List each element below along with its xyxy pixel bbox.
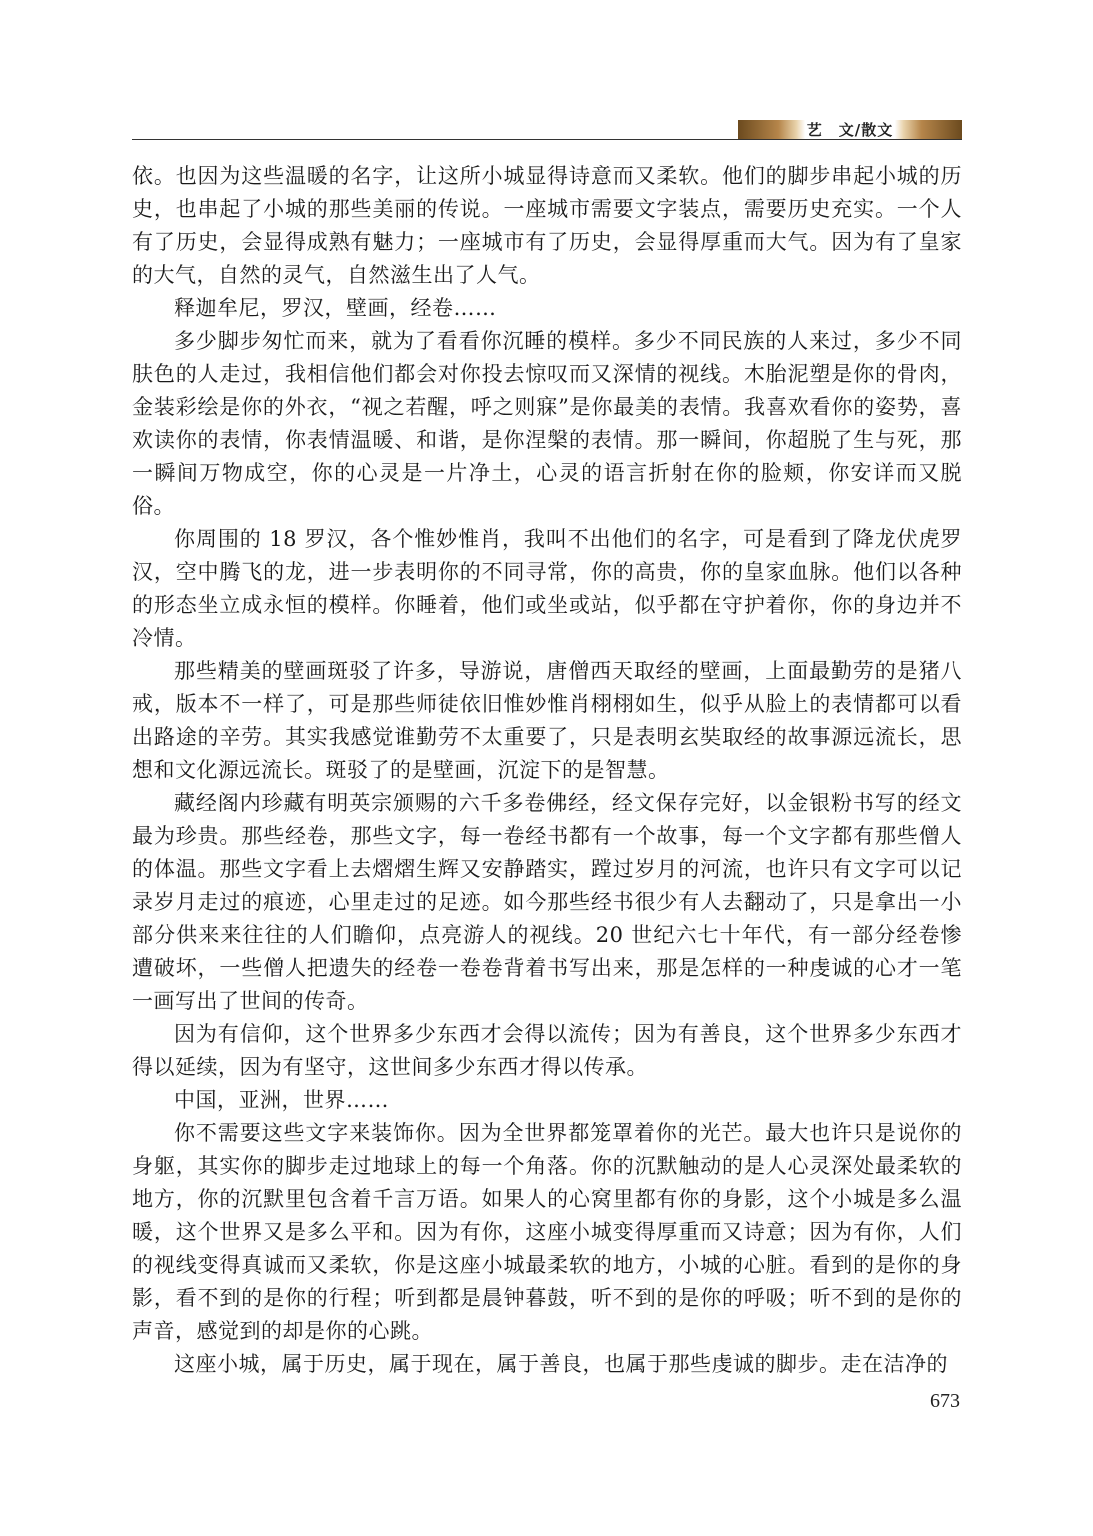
paragraph: 多少脚步匆忙而来，就为了看看你沉睡的模样。多少不同民族的人来过，多少不同肤色的人走过，我相信他们都会对你投去惊叹而又深情的视线。木胎泥塑是你的骨肉，金装彩绘是你的外衣，“视之若醒，呼之则寐”是你最美的表情。我喜欢看你的姿势，喜欢读你的表情，你表情温暖、和谐，是你涅槃的表情。那一瞬间，你超脱了生与死，那一瞬间万物成空，你的心灵是一片净土，心灵的语言折射在你的脸颊，你安详而又脱俗。 — [132, 329, 962, 518]
section-header: 艺 文/散文 — [806, 121, 894, 139]
paragraph: 依。也因为这些温暖的名字，让这所小城显得诗意而又柔软。他们的脚步串起小城的历史，也串起了小城的那些美丽的传说。一座城市需要文字装点，需要历史充实。一个人有了历史，会显得成熟有魅力；一座城市有了历史，会显得厚重而大气。因为有了皇家的大气，自然的灵气，自然滋生出了人气。 — [132, 164, 962, 287]
page-number: 673 — [930, 1390, 960, 1412]
paragraph: 你不需要这些文字来装饰你。因为全世界都笼罩着你的光芒。最大也许只是说你的身躯，其实你的脚步走过地球上的每一个角落。你的沉默触动的是人心灵深处最柔软的地方，你的沉默里包含着千言万语。如果人的心窝里都有你的身影，这个小城是多么温暖，这个世界又是多么平和。因为有你，这座小城变得厚重而又诗意；因为有你，人们的视线变得真诚而又柔软，你是这座小城最柔软的地方，小城的心脏。看到的是你的身影，看不到的是你的行程；听到都是晨钟暮鼓，听不到的是你的呼吸；听不到的是你的声音，感觉到的却是你的心跳。 — [132, 1121, 962, 1343]
paragraph: 因为有信仰，这个世界多少东西才会得以流传；因为有善良，这个世界多少东西才得以延续，因为有坚守，这世间多少东西才得以传承。 — [132, 1022, 962, 1079]
article-body — [132, 160, 962, 1381]
header-rule — [132, 139, 962, 140]
paragraph: 这座小城，属于历史，属于现在，属于善良，也属于那些虔诚的脚步。走在洁净的 — [174, 1352, 948, 1376]
paragraph: 那些精美的壁画斑驳了许多，导游说，唐僧西天取经的壁画，上面最勤劳的是猪八戒，版本不一样了，可是那些师徒依旧惟妙惟肖栩栩如生，似乎从脸上的表情都可以看出路途的辛劳。其实我感觉谁勤劳不太重要了，只是表明玄奘取经的故事源远流长，思想和文化源远流长。斑驳了的是壁画，沉淀下的是智慧。 — [132, 659, 962, 782]
paragraph: 释迦牟尼，罗汉，壁画，经卷…… — [174, 296, 497, 320]
paragraph: 中国，亚洲，世界…… — [174, 1088, 389, 1112]
paragraph: 藏经阁内珍藏有明英宗颁赐的六千多卷佛经，经文保存完好，以金银粉书写的经文最为珍贵。那些经卷，那些文字，每一卷经书都有一个故事，每一个文字都有那些僧人的体温。那些文字看上去熠熠生辉又安静踏实，蹚过岁月的河流，也许只有文字可以记录岁月走过的痕迹，心里走过的足迹。如今那些经书很少有人去翻动了，只是拿出一小部分供来来往往的人们瞻仰，点亮游人的视线。20 世纪六七十年代，有一部分经卷惨遭破坏，一些僧人把遗失的经卷一卷卷背着书写出来，那是怎样的一种虔诚的心才一笔一画写出了世间的传奇。 — [132, 791, 962, 1013]
paragraph: 你周围的 18 罗汉，各个惟妙惟肖，我叫不出他们的名字，可是看到了降龙伏虎罗汉，空中腾飞的龙，进一步表明你的不同寻常，你的高贵，你的皇家血脉。他们以各种的形态坐立成永恒的模样。你睡着，他们或坐或站，似乎都在守护着你，你的身边并不冷情。 — [132, 527, 962, 650]
